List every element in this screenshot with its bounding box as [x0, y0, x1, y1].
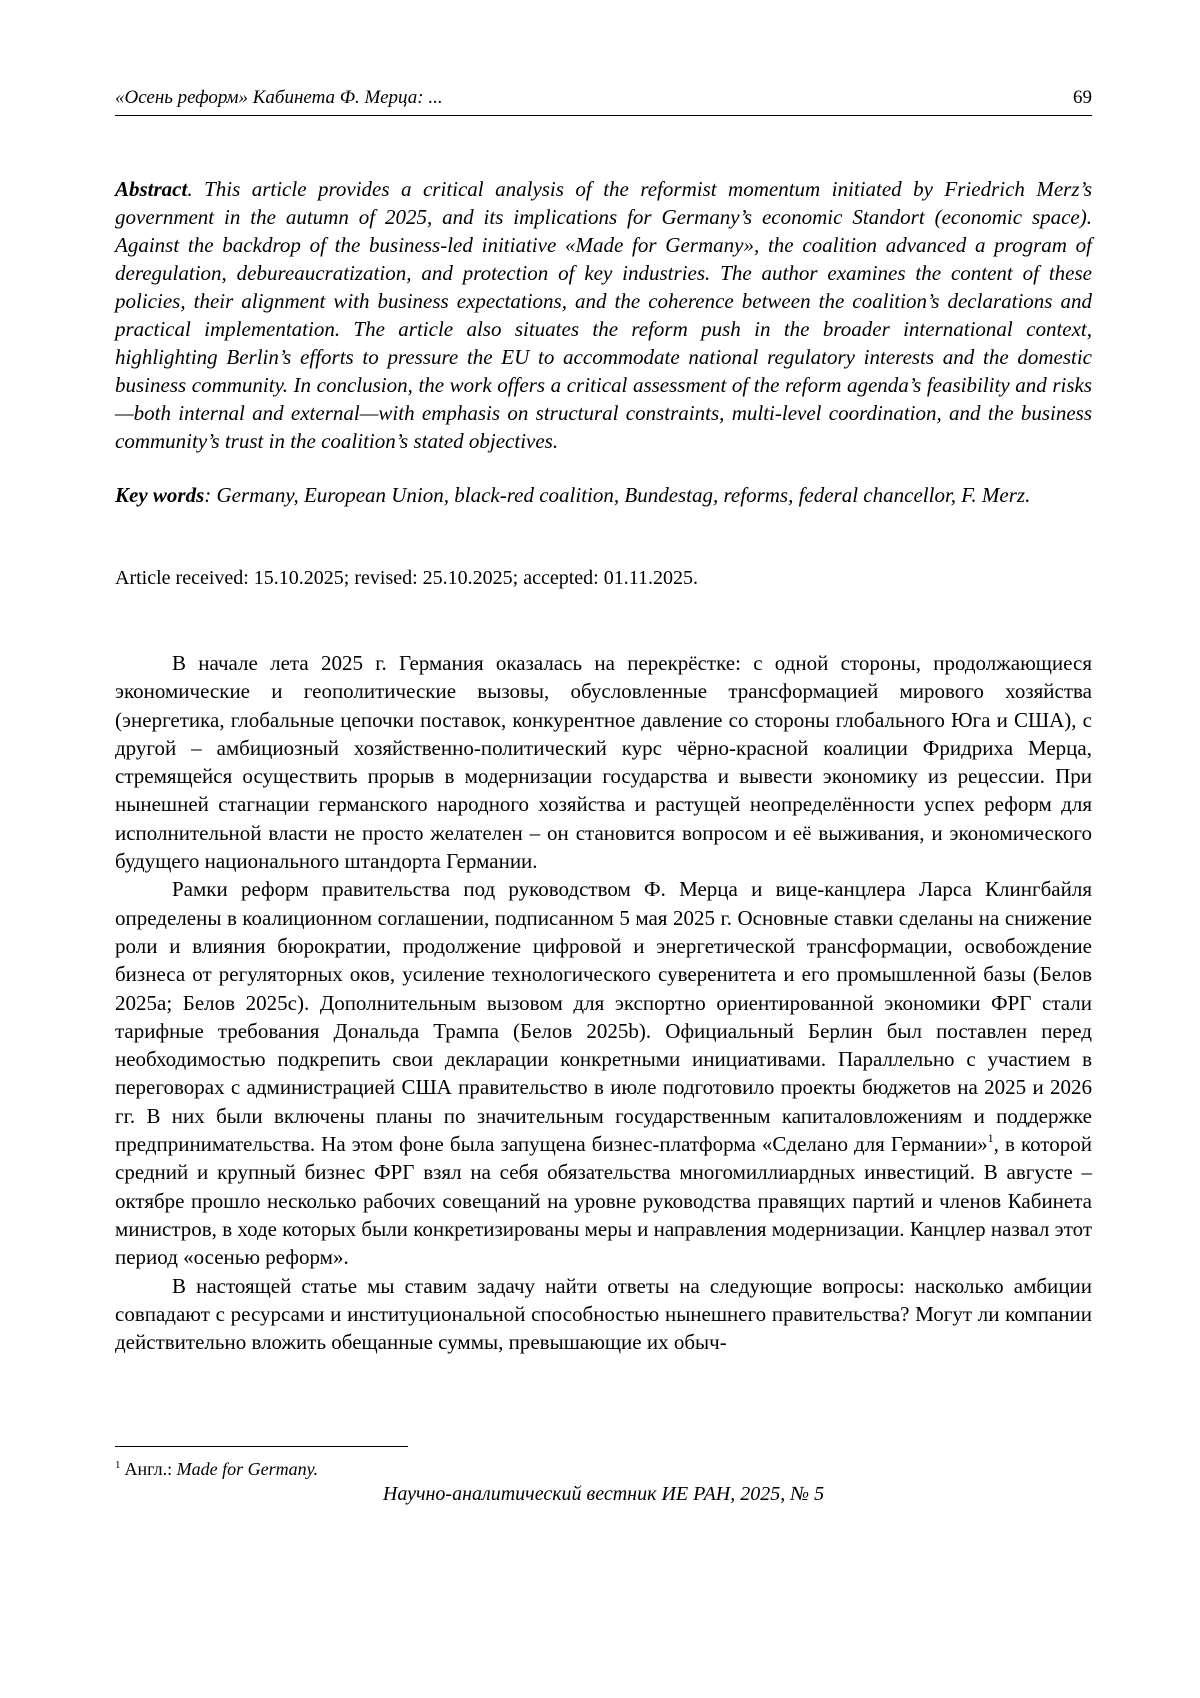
- page-number: 69: [1073, 87, 1092, 108]
- body-paragraph-2-part-1: Рамки реформ правительства под руководством Ф. Мерца и вице-канцлера Ларса Клингбайля определены в коалиционном соглашении, подписанном 5 мая 2025 г. Основные ставки сделаны на снижение роли и влияния бюрократии, продолжение цифровой и энергетической трансформации, освобождение бизнеса от регуляторных оков, усиление технологического суверенитета и его промышленной базы (Белов 2025a; Белов 2025c). Дополнительным вызовом для экспортно ориентированной экономики ФРГ стали тарифные требования Дональда Трампа (Белов 2025b). Официальный Берлин был поставлен перед необходимостью подкрепить свои декларации конкретными инициативами. Параллельно с участием в переговорах с администрацией США правительство в июле подготовило проекты бюджетов на 2025 и 2026 гг. В них были включены планы по значительным государственным капиталовложениям и поддержке предпринимательства. На этом фоне была запущена бизнес-платформа «Сделано для Германии»: [115, 877, 1092, 1157]
- body-paragraph-2: [115, 875, 1092, 1271]
- footnote: [115, 1458, 1092, 1480]
- abstract-label: Abstract: [115, 177, 188, 201]
- article-dates: Article received: 15.10.2025; revised: 25.10.2025; accepted: 01.11.2025.: [115, 567, 698, 589]
- page-header: [115, 85, 1092, 116]
- journal-footer: Научно-аналитический вестник ИЕ РАН, 2025, № 5: [382, 1483, 825, 1505]
- footnote-text: Made for Germany.: [176, 1459, 319, 1479]
- abstract: [115, 175, 1092, 455]
- footnote-divider: [115, 1446, 408, 1447]
- abstract-text: . This article provides a critical analysis of the reformist momentum initiated by Friedrich Merz’s government in the autumn of 2025, and its implications for Germany’s economic Standort (economic space). Against the backdrop of the business-led initiative «Made for Germany», the coalition advanced a program of deregulation, debureaucratization, and protection of key industries. The author examines the content of these policies, their alignment with business expectations, and the coherence between the coalition’s declarations and practical implementation. The article also situates the reform push in the broader international context, highlighting Berlin’s efforts to pressure the EU to accommodate national regulatory interests and the domestic business community. In conclusion, the work offers a critical assessment of the reform agenda’s feasibility and risks—both internal and external—with emphasis on structural constraints, multi-level coordination, and the business community’s trust in the coalition’s stated objectives.: [115, 177, 1092, 453]
- running-title: «Осень реформ» Кабинета Ф. Мерца: ...: [115, 87, 443, 108]
- body-paragraph-3: В настоящей статье мы ставим задачу найти ответы на следующие вопросы: насколько амбиции совпадают с ресурсами и институциональной способностью нынешнего правительства? Могут ли компании действительно вложить обещанные суммы, превышающие их обыч-: [115, 1273, 1092, 1355]
- footnote-reference[interactable]: 1: [987, 1131, 994, 1146]
- keywords-text: : Germany, European Union, black-red coalition, Bundestag, reforms, federal chancellor, F. Merz.: [204, 483, 1031, 507]
- body-paragraph-2-part-2: , в которой средний и крупный бизнес ФРГ взял на себя обязательства многомиллиардных инвестиций. В августе – октябре прошло несколько рабочих совещаний на уровне руководства правящих партий и членов Кабинета министров, в ходе которых были конкретизированы меры и направления модернизации. Канцлер назвал этот период «осенью реформ».: [115, 1132, 1092, 1270]
- body-paragraph-1: В начале лета 2025 г. Германия оказалась на перекрёстке: с одной стороны, продолжающиеся экономические и геополитические вызовы, обусловленные трансформацией мирового хозяйства (энергетика, глобальные цепочки поставок, конкурентное давление со стороны глобального Юга и США), с другой – амбициозный хозяйственно-политический курс чёрно-красной коалиции Фридриха Мерца, стремящейся осуществить прорыв в модернизации государства и вывести экономику из рецессии. При нынешней стагнации германского народного хозяйства и растущей неопределённости успех реформ для исполнительной власти не просто желателен – он становится вопросом и её выживания, и экономического будущего национального штандорта Германии.: [115, 651, 1092, 874]
- footnote-prefix: Англ.:: [124, 1459, 177, 1479]
- article-body: [115, 649, 1092, 1356]
- keywords: [115, 481, 1092, 509]
- keywords-label: Key words: [115, 483, 205, 507]
- footnote-number: 1: [115, 1459, 121, 1471]
